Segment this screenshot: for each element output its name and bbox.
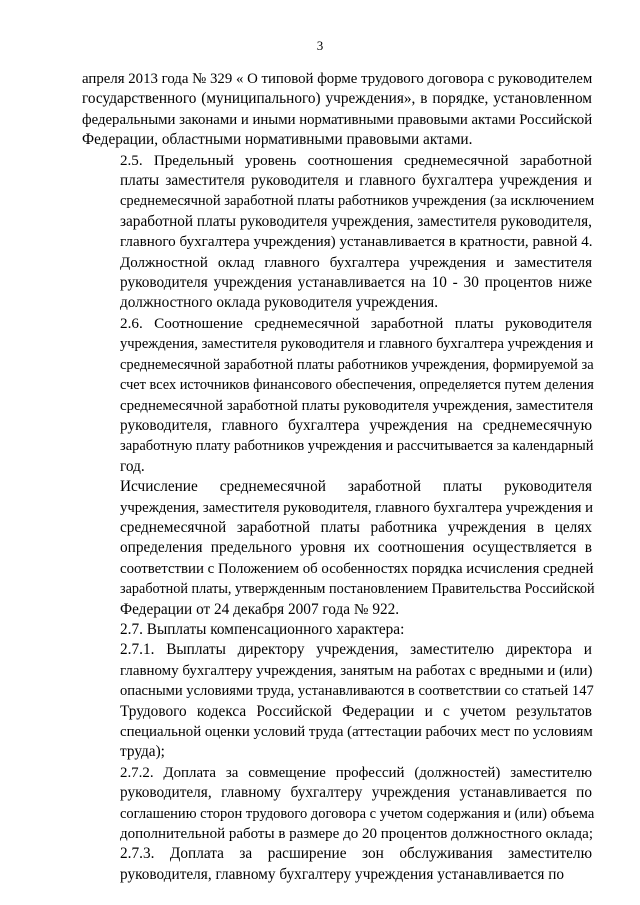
paragraph [82, 314, 592, 477]
text-line: среднемесячной заработной платы руководителя учреждения, заместителя [120, 397, 594, 414]
text-line: должностного оклада руководителя учреждения. [120, 294, 439, 312]
text-line: Трудового кодекса Российской Федерации и с учетом результатов [120, 702, 592, 720]
text-line: заработной платы, утвержденным постановлением Правительства Российской [120, 581, 595, 598]
text-line: Должностной оклад главного бухгалтера учреждения и заместителя [120, 254, 592, 271]
text-line: специальной оценки условий труда (аттестации рабочих мест по условиям [120, 724, 593, 740]
text-line: учреждения, заместителя руководителя, главного бухгалтера учреждения и [120, 499, 593, 516]
text-line: главному бухгалтеру учреждения, занятым на работах с вредными и (или) [120, 662, 593, 679]
document-body [82, 69, 595, 885]
text-line: дополнительной работы в размере до 20 процентов должностного оклада; [120, 826, 593, 843]
text-line: руководителя, главному бухгалтеру учреждения устанавливается по [120, 784, 592, 802]
paragraph [82, 640, 592, 762]
text-line: государственного (муниципального) учреждения», в порядке, установленном [82, 90, 592, 108]
text-line: 2.6. Соотношение среднемесячной заработной платы руководителя [120, 314, 592, 332]
text-line: соответствии с Положением об особенностях порядка исчисления средней [120, 560, 594, 577]
text-line: 2.7.2. Доплата за совмещение профессий (должностей) заместителю [120, 764, 592, 781]
text-line: труда); [120, 743, 165, 761]
text-line: счет всех источников финансового обеспечения, определяется путем деления [120, 377, 594, 394]
text-line: 2.7. Выплаты компенсационного характера: [120, 620, 405, 638]
paragraph [82, 477, 595, 620]
text-line: год. [120, 457, 145, 475]
text-line: учреждения, заместителя руководителя и главного бухгалтера учреждения и [120, 336, 594, 353]
text-line: руководителя учреждения устанавливается на 10 - 30 процентов ниже [120, 274, 592, 292]
text-line: Федерации, областными нормативными правовыми актами. [82, 131, 473, 149]
text-line: среднемесячной заработной платы работника учреждения в целях [120, 518, 592, 536]
text-line: определения предельного уровня их соотношения осуществляется в [120, 539, 592, 557]
paragraph [82, 763, 595, 845]
text-line: 2.7.3. Доплата за расширение зон обслуживания заместителю [120, 845, 592, 863]
paragraph [82, 69, 592, 151]
text-line: Исчисление среднемесячной заработной платы руководителя [120, 478, 592, 496]
text-line: среднемесячной заработной платы работников учреждения (за исключением [120, 193, 595, 210]
text-line: руководителя, главному бухгалтеру учреждения устанавливается по [120, 865, 565, 883]
text-line: среднемесячной заработной платы работников учреждения, формируемой за [120, 356, 594, 373]
text-line: соглашению сторон трудового договора с учетом содержания и (или) объема [120, 805, 595, 822]
text-line: главного бухгалтера учреждения) устанавливается в кратности, равной 4. [120, 234, 593, 251]
paragraph [82, 844, 592, 885]
text-line: апреля 2013 года № 329 « О типовой форме трудового договора с руководителем [82, 71, 593, 87]
text-line: 2.5. Предельный уровень соотношения среднемесячной заработной [120, 152, 592, 169]
text-line: платы заместителя руководителя и главного бухгалтера учреждения и [120, 172, 592, 190]
paragraph [82, 620, 592, 640]
text-line: федеральными законами и иными нормативными правовыми актами Российской [82, 111, 593, 128]
text-line: опасными условиями труда, устанавливаются в соответствии со статьей 147 [120, 683, 594, 700]
text-line: заработную плату работников учреждения и рассчитывается за календарный [120, 438, 594, 455]
paragraph [82, 253, 592, 314]
text-line: 2.7.1. Выплаты директору учреждения, заместителю директора и [120, 641, 592, 659]
page-number: 3 [316, 38, 324, 53]
text-line: заработной платы руководителя учреждения, заместителя руководителя, [120, 212, 592, 230]
text-line: Федерации от 24 декабря 2007 года № 922. [120, 600, 400, 618]
paragraph [82, 151, 595, 253]
text-line: руководителя, главного бухгалтера учреждения на среднемесячную [120, 416, 592, 434]
